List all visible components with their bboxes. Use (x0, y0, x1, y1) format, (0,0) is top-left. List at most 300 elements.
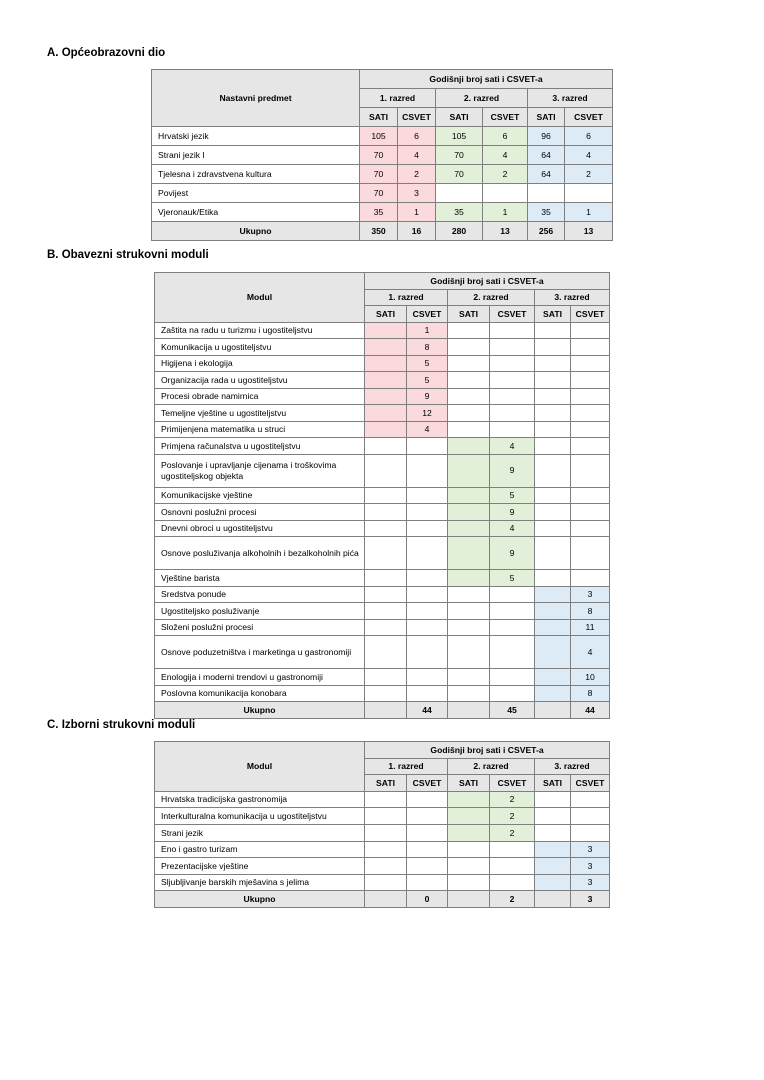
total-cell: 280 (436, 222, 483, 241)
table-row (155, 454, 610, 487)
value-cell: 5 (490, 487, 535, 504)
row-name: Zaštita na radu u turizmu i ugostiteljstvu (155, 322, 365, 339)
value-cell (535, 808, 571, 825)
value-cell: 70 (436, 165, 483, 184)
value-cell (448, 669, 490, 686)
value-cell (535, 438, 571, 455)
value-cell (535, 636, 571, 669)
table-row (155, 322, 610, 339)
table-row (155, 487, 610, 504)
year-header: 2. razred (448, 758, 535, 775)
value-cell (490, 405, 535, 422)
value-cell (436, 184, 483, 203)
table-row (155, 619, 610, 636)
section-b-heading: B. Obavezni strukovni moduli (47, 249, 209, 261)
column-header: CSVET (490, 306, 535, 323)
value-cell: 2 (490, 791, 535, 808)
column-header: CSVET (407, 306, 448, 323)
value-cell (407, 874, 448, 891)
section-a-table (151, 69, 613, 241)
value-cell: 64 (528, 146, 565, 165)
total-cell: 13 (565, 222, 613, 241)
value-cell (407, 570, 448, 587)
value-cell (365, 388, 407, 405)
row-name: Vještine barista (155, 570, 365, 587)
value-cell (365, 791, 407, 808)
value-cell (571, 355, 610, 372)
value-cell (448, 487, 490, 504)
value-cell (490, 636, 535, 669)
value-cell: 1 (483, 203, 528, 222)
value-cell: 9 (490, 504, 535, 521)
row-name: Vjeronauk/Etika (152, 203, 360, 222)
column-header: CSVET (571, 775, 610, 792)
value-cell (365, 586, 407, 603)
value-cell (571, 520, 610, 537)
value-cell (535, 405, 571, 422)
value-cell (535, 570, 571, 587)
value-cell (448, 405, 490, 422)
value-cell (365, 874, 407, 891)
value-cell: 6 (483, 127, 528, 146)
row-name: Eno i gastro turizam (155, 841, 365, 858)
value-cell (365, 603, 407, 620)
table-row (155, 405, 610, 422)
total-cell: 350 (360, 222, 398, 241)
value-cell (490, 603, 535, 620)
first-column-header: Modul (155, 273, 365, 323)
row-name: Interkulturalna komunikacija u ugostiteljstvu (155, 808, 365, 825)
table-row (155, 355, 610, 372)
value-cell (448, 858, 490, 875)
value-cell (535, 841, 571, 858)
value-cell (448, 421, 490, 438)
value-cell (365, 322, 407, 339)
value-cell (448, 454, 490, 487)
row-name: Osnovni poslužni procesi (155, 504, 365, 521)
value-cell (565, 184, 613, 203)
value-cell (535, 586, 571, 603)
total-cell (365, 891, 407, 908)
total-cell: 256 (528, 222, 565, 241)
value-cell: 70 (360, 184, 398, 203)
table-row (155, 858, 610, 875)
column-header: SATI (365, 306, 407, 323)
value-cell: 8 (571, 685, 610, 702)
value-cell (535, 487, 571, 504)
value-cell (448, 685, 490, 702)
value-cell (365, 372, 407, 389)
value-cell: 12 (407, 405, 448, 422)
table-row (155, 603, 610, 620)
column-header: CSVET (398, 108, 436, 127)
total-label: Ukupno (152, 222, 360, 241)
value-cell (407, 537, 448, 570)
total-cell: 3 (571, 891, 610, 908)
value-cell (571, 339, 610, 356)
value-cell (407, 685, 448, 702)
value-cell: 4 (483, 146, 528, 165)
row-name: Tjelesna i zdravstvena kultura (152, 165, 360, 184)
value-cell (448, 520, 490, 537)
row-name: Poslovanje i upravljanje cijenama i troškovima ugostiteljskog objekta (155, 454, 365, 487)
value-cell (365, 636, 407, 669)
value-cell (448, 355, 490, 372)
row-name: Strani jezik I (152, 146, 360, 165)
value-cell (448, 808, 490, 825)
value-cell (571, 421, 610, 438)
table-row (152, 203, 613, 222)
column-header: CSVET (483, 108, 528, 127)
table-row (155, 791, 610, 808)
table-row (155, 421, 610, 438)
total-label: Ukupno (155, 702, 365, 719)
value-cell (365, 619, 407, 636)
value-cell: 96 (528, 127, 565, 146)
value-cell (365, 355, 407, 372)
value-cell: 105 (436, 127, 483, 146)
total-cell: 44 (571, 702, 610, 719)
table-row (155, 388, 610, 405)
table-row (155, 586, 610, 603)
table-row (155, 685, 610, 702)
year-header: 1. razred (365, 289, 448, 306)
value-cell: 4 (490, 438, 535, 455)
value-cell (571, 570, 610, 587)
column-header: CSVET (407, 775, 448, 792)
value-cell (490, 421, 535, 438)
value-cell (490, 874, 535, 891)
section-b-table (154, 272, 610, 719)
column-header: SATI (436, 108, 483, 127)
row-name: Ugostiteljsko posluživanje (155, 603, 365, 620)
value-cell (365, 421, 407, 438)
column-header: SATI (365, 775, 407, 792)
total-row (155, 891, 610, 908)
value-cell (535, 537, 571, 570)
value-cell (407, 841, 448, 858)
value-cell (571, 372, 610, 389)
value-cell (407, 504, 448, 521)
value-cell: 70 (436, 146, 483, 165)
row-name: Osnove posluživanja alkoholnih i bezalkoholnih pića (155, 537, 365, 570)
column-header: SATI (448, 775, 490, 792)
value-cell (448, 372, 490, 389)
value-cell (365, 808, 407, 825)
header-row (152, 70, 613, 89)
value-cell (365, 858, 407, 875)
row-name: Primjena računalstva u ugostiteljstvu (155, 438, 365, 455)
value-cell (407, 438, 448, 455)
value-cell (448, 388, 490, 405)
value-cell (365, 438, 407, 455)
value-cell (365, 537, 407, 570)
header-row (155, 273, 610, 290)
section-c-heading: C. Izborni strukovni moduli (47, 719, 196, 731)
value-cell (490, 841, 535, 858)
value-cell (535, 388, 571, 405)
row-name: Hrvatska tradicijska gastronomija (155, 791, 365, 808)
value-cell: 1 (407, 322, 448, 339)
value-cell (490, 586, 535, 603)
value-cell: 3 (398, 184, 436, 203)
year-header: 3. razred (535, 758, 610, 775)
row-name: Temeljne vještine u ugostiteljstvu (155, 405, 365, 422)
value-cell (448, 586, 490, 603)
value-cell (490, 858, 535, 875)
value-cell: 3 (571, 586, 610, 603)
total-row (155, 702, 610, 719)
year-header: 3. razred (535, 289, 610, 306)
table-row (155, 824, 610, 841)
group-header: Godišnji broj sati i CSVET-a (365, 273, 610, 290)
value-cell (448, 619, 490, 636)
table-row (155, 438, 610, 455)
row-name: Komunikacija u ugostiteljstvu (155, 339, 365, 356)
value-cell (448, 636, 490, 669)
value-cell: 35 (528, 203, 565, 222)
total-cell (448, 702, 490, 719)
value-cell (365, 504, 407, 521)
value-cell (407, 619, 448, 636)
value-cell (407, 858, 448, 875)
row-name: Sljubljivanje barskih mješavina s jelima (155, 874, 365, 891)
value-cell (535, 372, 571, 389)
value-cell (571, 438, 610, 455)
value-cell (490, 388, 535, 405)
value-cell: 3 (571, 841, 610, 858)
value-cell (571, 504, 610, 521)
section-c-table (154, 741, 610, 908)
table-row (152, 165, 613, 184)
first-column-header: Modul (155, 742, 365, 792)
value-cell: 1 (565, 203, 613, 222)
row-name: Primijenjena matematika u struci (155, 421, 365, 438)
column-header: SATI (535, 306, 571, 323)
value-cell (535, 339, 571, 356)
value-cell (407, 824, 448, 841)
value-cell (448, 841, 490, 858)
value-cell (571, 454, 610, 487)
value-cell (365, 824, 407, 841)
column-header: CSVET (565, 108, 613, 127)
row-name: Komunikacijske vještine (155, 487, 365, 504)
group-header: Godišnji broj sati i CSVET-a (360, 70, 613, 89)
value-cell (535, 858, 571, 875)
value-cell (365, 841, 407, 858)
value-cell (448, 438, 490, 455)
table-row (155, 808, 610, 825)
total-cell (448, 891, 490, 908)
value-cell: 2 (490, 808, 535, 825)
row-name: Strani jezik (155, 824, 365, 841)
column-header: SATI (528, 108, 565, 127)
value-cell (535, 685, 571, 702)
value-cell (407, 603, 448, 620)
value-cell: 5 (490, 570, 535, 587)
value-cell: 8 (571, 603, 610, 620)
row-name: Higijena i ekologija (155, 355, 365, 372)
value-cell (535, 824, 571, 841)
group-header: Godišnji broj sati i CSVET-a (365, 742, 610, 759)
value-cell (535, 520, 571, 537)
value-cell: 9 (490, 454, 535, 487)
value-cell: 1 (398, 203, 436, 222)
value-cell (535, 504, 571, 521)
value-cell: 8 (407, 339, 448, 356)
value-cell (407, 520, 448, 537)
value-cell (535, 669, 571, 686)
value-cell (448, 322, 490, 339)
value-cell (535, 791, 571, 808)
row-name: Poslovna komunikacija konobara (155, 685, 365, 702)
value-cell (365, 520, 407, 537)
year-header: 2. razred (436, 89, 528, 108)
column-header: CSVET (571, 306, 610, 323)
column-header: CSVET (490, 775, 535, 792)
value-cell (490, 355, 535, 372)
row-name: Enologija i moderni trendovi u gastronomiji (155, 669, 365, 686)
total-cell: 16 (398, 222, 436, 241)
table-row (155, 372, 610, 389)
value-cell (365, 405, 407, 422)
value-cell: 3 (571, 874, 610, 891)
total-cell (535, 891, 571, 908)
value-cell: 35 (360, 203, 398, 222)
total-cell (365, 702, 407, 719)
row-name: Složeni poslužni procesi (155, 619, 365, 636)
row-name: Organizacija rada u ugostiteljstvu (155, 372, 365, 389)
value-cell (535, 874, 571, 891)
value-cell: 4 (565, 146, 613, 165)
table-row (155, 636, 610, 669)
value-cell (490, 322, 535, 339)
total-cell: 45 (490, 702, 535, 719)
row-name: Prezentacijske vještine (155, 858, 365, 875)
value-cell: 2 (483, 165, 528, 184)
column-header: SATI (360, 108, 398, 127)
table-row (155, 520, 610, 537)
table-row (155, 339, 610, 356)
value-cell (448, 824, 490, 841)
table-row (152, 184, 613, 203)
year-header: 1. razred (365, 758, 448, 775)
table-row (155, 841, 610, 858)
header-row (155, 742, 610, 759)
value-cell: 4 (490, 520, 535, 537)
total-label: Ukupno (155, 891, 365, 908)
first-column-header: Nastavni predmet (152, 70, 360, 127)
value-cell: 105 (360, 127, 398, 146)
value-cell: 70 (360, 165, 398, 184)
value-cell: 2 (398, 165, 436, 184)
row-name: Hrvatski jezik (152, 127, 360, 146)
value-cell (535, 355, 571, 372)
table-row (155, 570, 610, 587)
row-name: Sredstva ponude (155, 586, 365, 603)
value-cell (365, 487, 407, 504)
value-cell: 35 (436, 203, 483, 222)
value-cell: 9 (407, 388, 448, 405)
value-cell: 3 (571, 858, 610, 875)
row-name: Osnove poduzetništva i marketinga u gastronomiji (155, 636, 365, 669)
value-cell (535, 322, 571, 339)
row-name: Dnevni obroci u ugostiteljstvu (155, 520, 365, 537)
value-cell: 9 (490, 537, 535, 570)
value-cell: 6 (565, 127, 613, 146)
value-cell (448, 603, 490, 620)
value-cell (571, 791, 610, 808)
value-cell: 4 (398, 146, 436, 165)
value-cell (528, 184, 565, 203)
year-header: 1. razred (360, 89, 436, 108)
value-cell (365, 685, 407, 702)
value-cell: 64 (528, 165, 565, 184)
value-cell: 2 (565, 165, 613, 184)
value-cell (571, 808, 610, 825)
value-cell: 4 (571, 636, 610, 669)
value-cell (571, 487, 610, 504)
value-cell (571, 537, 610, 570)
value-cell (365, 570, 407, 587)
total-cell (535, 702, 571, 719)
value-cell (490, 372, 535, 389)
value-cell (571, 322, 610, 339)
value-cell (407, 636, 448, 669)
value-cell: 5 (407, 355, 448, 372)
value-cell (448, 874, 490, 891)
value-cell (490, 669, 535, 686)
value-cell (448, 504, 490, 521)
section-a-heading: A. Općeobrazovni dio (47, 47, 166, 59)
total-cell: 0 (407, 891, 448, 908)
value-cell (407, 669, 448, 686)
value-cell (490, 685, 535, 702)
value-cell: 10 (571, 669, 610, 686)
table-row (155, 874, 610, 891)
value-cell: 6 (398, 127, 436, 146)
row-name: Povijest (152, 184, 360, 203)
value-cell (448, 791, 490, 808)
value-cell (448, 570, 490, 587)
table-row (155, 669, 610, 686)
value-cell (490, 619, 535, 636)
year-header: 3. razred (528, 89, 613, 108)
total-cell: 44 (407, 702, 448, 719)
value-cell (571, 405, 610, 422)
table-row (155, 504, 610, 521)
table-row (152, 146, 613, 165)
value-cell (407, 791, 448, 808)
value-cell (365, 339, 407, 356)
value-cell (407, 586, 448, 603)
value-cell: 5 (407, 372, 448, 389)
value-cell (535, 454, 571, 487)
value-cell (448, 537, 490, 570)
total-row (152, 222, 613, 241)
value-cell (407, 487, 448, 504)
value-cell (483, 184, 528, 203)
value-cell: 4 (407, 421, 448, 438)
value-cell: 2 (490, 824, 535, 841)
value-cell (365, 669, 407, 686)
value-cell (535, 421, 571, 438)
value-cell: 11 (571, 619, 610, 636)
value-cell (448, 339, 490, 356)
value-cell: 70 (360, 146, 398, 165)
table-row (155, 537, 610, 570)
table-row (152, 127, 613, 146)
